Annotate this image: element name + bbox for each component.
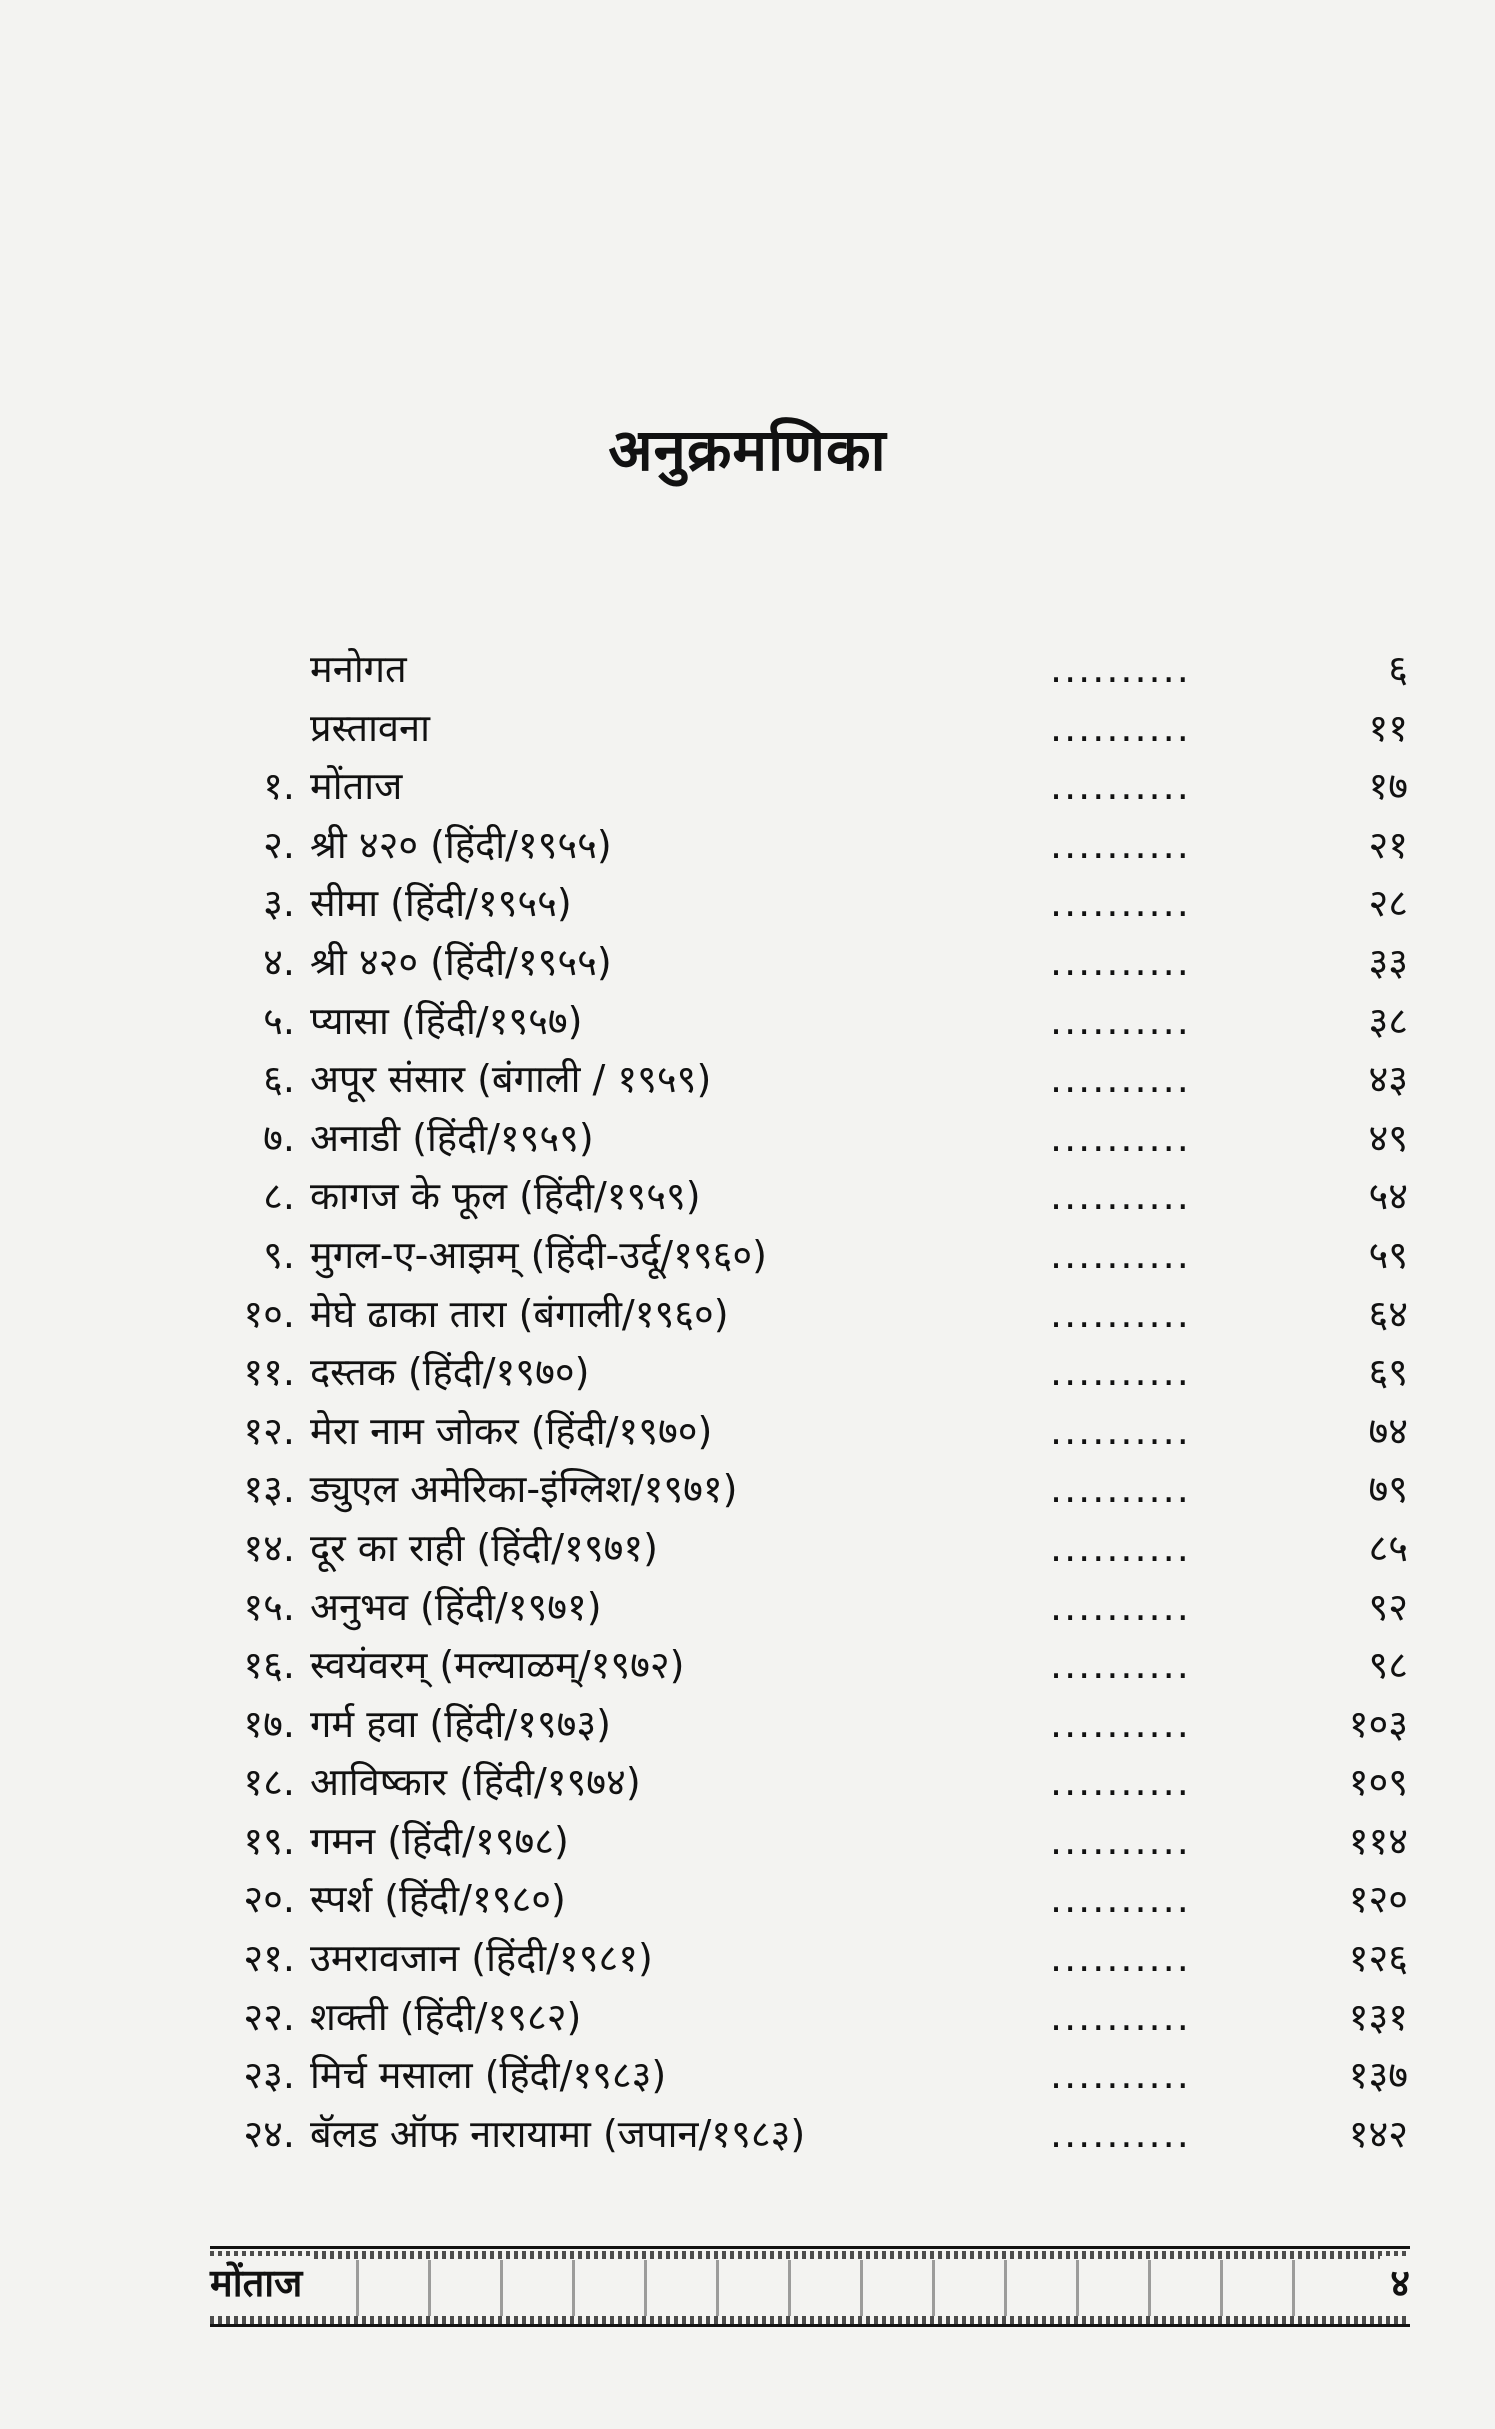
toc-entry-leader-dots: .......... [1050, 1936, 1191, 1981]
toc-entry [0, 2046, 1495, 2105]
toc-entry-title: शक्ती (हिंदी/१९८२) [310, 1994, 582, 2039]
footer-page-number: ४ [1380, 2256, 1410, 2308]
toc-entry [0, 640, 1495, 699]
toc-entry-title: बॅलड ऑफ नारायामा (जपान/१९८३) [310, 2111, 806, 2156]
toc-entry-page: ९८ [1368, 1643, 1408, 1688]
toc-entry-page: ३८ [1368, 998, 1408, 1043]
toc-entry-title: प्यासा (हिंदी/१९५७) [310, 998, 583, 1043]
toc-entry-title: मेरा नाम जोकर (हिंदी/१९७०) [310, 1408, 713, 1453]
toc-entry [0, 1167, 1495, 1226]
toc-entry [0, 699, 1495, 758]
toc-entry-page: ९२ [1368, 1584, 1408, 1629]
toc-entry-number: १७. [243, 1701, 295, 1746]
toc-entry-page: २८ [1368, 881, 1408, 926]
footer-book-title: मोंताज [210, 2256, 312, 2308]
toc-entry-number: ४. [263, 939, 295, 984]
toc-entry-number: ९. [263, 1232, 295, 1277]
toc-entry-number: ३. [263, 881, 295, 926]
toc-entry-title: मोंताज [310, 764, 403, 809]
toc-entry-page: ६ [1388, 647, 1408, 691]
toc-entry-number: १३. [243, 1467, 295, 1512]
table-of-contents [0, 640, 1495, 2163]
toc-entry [0, 1050, 1495, 1109]
toc-entry-leader-dots: .......... [1050, 1877, 1191, 1922]
toc-entry-leader-dots: .......... [1050, 2053, 1191, 2098]
toc-entry [0, 1870, 1495, 1929]
toc-entry-number: १०. [243, 1291, 295, 1336]
toc-entry [0, 1988, 1495, 2047]
toc-entry-page: ७४ [1368, 1408, 1408, 1453]
toc-entry-title: गर्म हवा (हिंदी/१९७३) [310, 1701, 611, 1746]
toc-entry-page: ६४ [1368, 1291, 1408, 1336]
toc-entry-leader-dots: .......... [1050, 1701, 1191, 1746]
toc-entry [0, 1578, 1495, 1637]
toc-entry-leader-dots: .......... [1050, 764, 1191, 809]
toc-entry-title: श्री ४२० (हिंदी/१९५५) [310, 939, 612, 984]
toc-entry [0, 1109, 1495, 1168]
toc-entry [0, 1285, 1495, 1344]
toc-entry-leader-dots: .......... [1050, 1818, 1191, 1863]
toc-entry-number: १२. [243, 1408, 295, 1453]
toc-entry-number: २०. [243, 1877, 295, 1922]
toc-entry-page: ११ [1368, 705, 1408, 750]
toc-entry-title: अनुभव (हिंदी/१९७१) [310, 1584, 602, 1629]
toc-entry-number: २४. [243, 2111, 295, 2156]
toc-entry-title: मिर्च मसाला (हिंदी/१९८३) [310, 2053, 667, 2098]
toc-entry-title: प्रस्तावना [310, 705, 430, 750]
toc-entry-leader-dots: .......... [1050, 705, 1191, 750]
toc-entry-leader-dots: .......... [1050, 998, 1191, 1043]
toc-entry-page: ४३ [1368, 1057, 1408, 1102]
toc-entry-leader-dots: .......... [1050, 1174, 1191, 1219]
toc-entry-title: मुगल-ए-आझम् (हिंदी-उर्दू/१९६०) [310, 1232, 767, 1277]
toc-entry-number: ११. [243, 1350, 295, 1395]
toc-entry-page: ३३ [1368, 939, 1408, 984]
toc-entry-leader-dots: .......... [1050, 647, 1191, 691]
toc-entry [0, 933, 1495, 992]
footer-top-rule [210, 2246, 1410, 2249]
toc-entry [0, 1929, 1495, 1988]
toc-entry-leader-dots: .......... [1050, 1760, 1191, 1805]
film-frames-decoration [320, 2260, 1300, 2316]
toc-entry-leader-dots: .......... [1050, 1057, 1191, 1102]
toc-entry [0, 1636, 1495, 1695]
toc-entry-title: स्वयंवरम् (मल्याळम्/१९७२) [310, 1643, 685, 1688]
toc-entry-page: ५४ [1368, 1174, 1408, 1219]
toc-entry-number: ६. [263, 1057, 295, 1102]
toc-entry-page: १०९ [1348, 1760, 1408, 1805]
toc-entry-page: १७ [1368, 764, 1408, 809]
toc-entry-title: गमन (हिंदी/१९७८) [310, 1818, 569, 1863]
toc-entry-title: दूर का राही (हिंदी/१९७१) [310, 1525, 658, 1570]
toc-entry-leader-dots: .......... [1050, 1467, 1191, 1512]
toc-entry-title: श्री ४२० (हिंदी/१९५५) [310, 822, 612, 867]
toc-entry-page: १२६ [1348, 1936, 1408, 1981]
toc-entry-page: ८५ [1368, 1525, 1408, 1570]
toc-entry-leader-dots: .......... [1050, 1291, 1191, 1336]
toc-entry-leader-dots: .......... [1050, 1408, 1191, 1453]
toc-entry-number: १६. [243, 1643, 295, 1688]
toc-entry [0, 816, 1495, 875]
toc-entry-title: मेघे ढाका तारा (बंगाली/१९६०) [310, 1291, 729, 1336]
toc-entry [0, 757, 1495, 816]
toc-entry-page: १४२ [1348, 2111, 1408, 2156]
toc-entry [0, 1753, 1495, 1812]
toc-entry-number: २२. [243, 1994, 295, 2039]
toc-entry-leader-dots: .......... [1050, 881, 1191, 926]
toc-entry-leader-dots: .......... [1050, 1994, 1191, 2039]
toc-entry-number: ७. [263, 1115, 295, 1160]
toc-entry [0, 1695, 1495, 1754]
toc-entry-number: ८. [263, 1174, 295, 1219]
film-strip-bottom [210, 2316, 1410, 2324]
toc-entry-number: २. [263, 822, 295, 867]
toc-entry-leader-dots: .......... [1050, 1643, 1191, 1688]
toc-entry-page: १३७ [1348, 2053, 1408, 2098]
toc-entry-leader-dots: .......... [1050, 1525, 1191, 1570]
toc-entry-title: ड्युएल अमेरिका-इंग्लिश/१९७१) [310, 1467, 738, 1512]
toc-entry-title: अपूर संसार (बंगाली / १९५९) [310, 1057, 712, 1102]
toc-entry [0, 1519, 1495, 1578]
toc-entry-number: ५. [263, 998, 295, 1043]
toc-entry-title: सीमा (हिंदी/१९५५) [310, 881, 572, 926]
film-strip-top [210, 2251, 1410, 2259]
toc-entry [0, 874, 1495, 933]
toc-entry-title: स्पर्श (हिंदी/१९८०) [310, 1877, 566, 1922]
toc-entry-page: ७९ [1368, 1467, 1408, 1512]
page-footer [210, 2246, 1410, 2326]
toc-entry-number: १५. [243, 1584, 295, 1629]
toc-entry-page: १३१ [1348, 1994, 1408, 2039]
toc-entry [0, 992, 1495, 1051]
toc-entry-page: १०३ [1348, 1701, 1408, 1746]
toc-entry-title: कागज के फूल (हिंदी/१९५९) [310, 1174, 701, 1219]
toc-entry-title: अनाडी (हिंदी/१९५९) [310, 1115, 594, 1160]
toc-entry-leader-dots: .......... [1050, 822, 1191, 867]
toc-entry [0, 1343, 1495, 1402]
toc-entry-number: १. [263, 764, 295, 809]
toc-entry-leader-dots: .......... [1050, 2111, 1191, 2156]
toc-entry-leader-dots: .......... [1050, 1115, 1191, 1160]
toc-entry-title: आविष्कार (हिंदी/१९७४) [310, 1760, 641, 1805]
toc-entry-leader-dots: .......... [1050, 1232, 1191, 1277]
page-title: अनुक्रमणिका [608, 416, 887, 484]
toc-entry-leader-dots: .......... [1050, 939, 1191, 984]
toc-entry-page: ५९ [1368, 1232, 1408, 1277]
toc-entry-number: १९. [243, 1818, 295, 1863]
toc-entry [0, 1402, 1495, 1461]
toc-entry-title: दस्तक (हिंदी/१९७०) [310, 1350, 590, 1395]
toc-entry-number: २३. [243, 2053, 295, 2098]
toc-entry-number: १४. [243, 1525, 295, 1570]
toc-entry [0, 1226, 1495, 1285]
toc-entry [0, 1812, 1495, 1871]
toc-entry-page: ६९ [1368, 1350, 1408, 1395]
toc-entry [0, 2105, 1495, 2164]
toc-entry-page: ११४ [1348, 1818, 1408, 1863]
toc-entry-page: १२० [1348, 1877, 1408, 1922]
toc-entry-title: उमरावजान (हिंदी/१९८१) [310, 1936, 653, 1981]
toc-entry [0, 1460, 1495, 1519]
footer-bottom-rule [210, 2324, 1410, 2327]
toc-entry-page: ४९ [1368, 1115, 1408, 1160]
toc-entry-title: मनोगत [310, 647, 407, 691]
toc-entry-number: १८. [243, 1760, 295, 1805]
toc-entry-leader-dots: .......... [1050, 1584, 1191, 1629]
toc-entry-number: २१. [243, 1936, 295, 1981]
toc-entry-leader-dots: .......... [1050, 1350, 1191, 1395]
toc-entry-page: २१ [1368, 822, 1408, 867]
